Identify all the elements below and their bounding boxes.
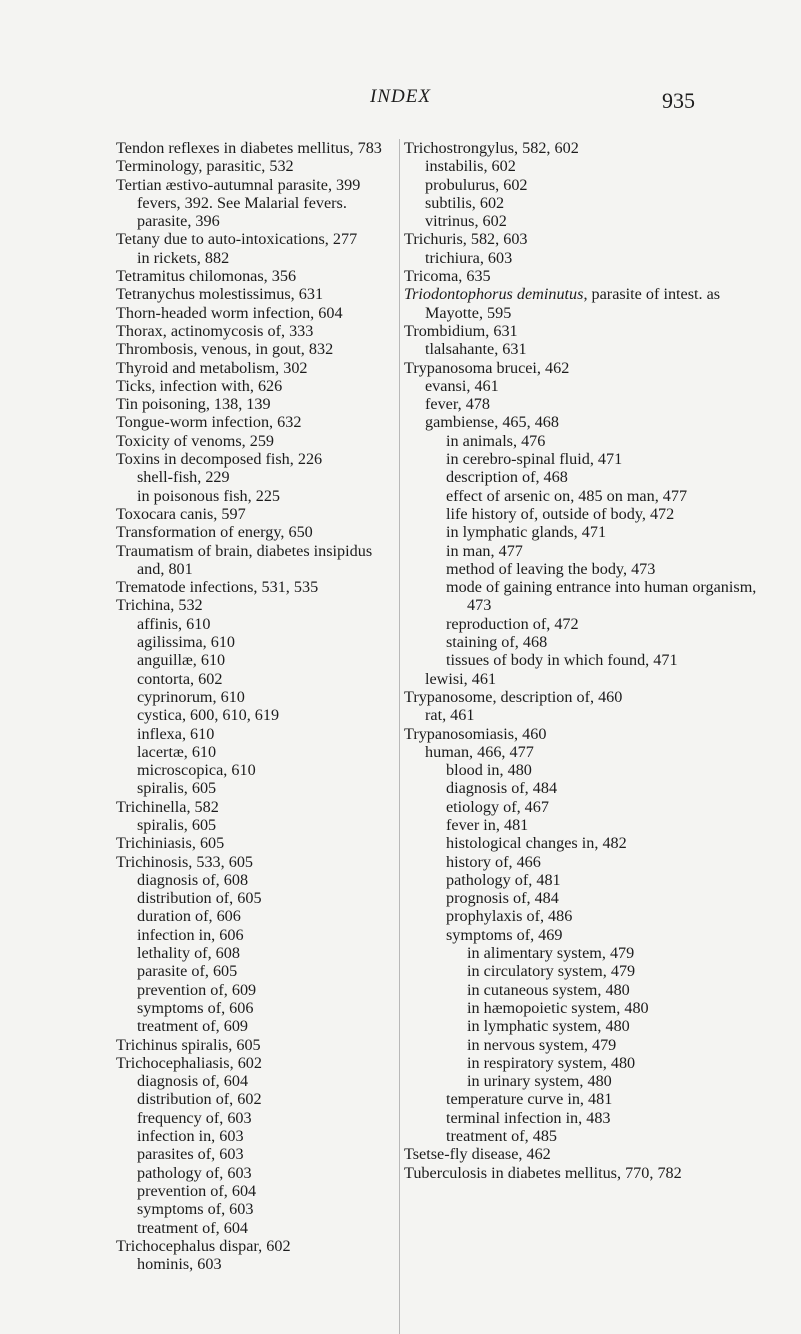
index-entry: gambiense, 465, 468 [425,413,559,432]
index-entry: Trichina, 532 [116,596,203,615]
index-entry: Tin poisoning, 138, 139 [116,395,271,414]
index-entry: Tongue-worm infection, 632 [116,413,302,432]
index-entry: diagnosis of, 604 [137,1072,249,1091]
index-entry: Transformation of energy, 650 [116,523,313,542]
index-entry: inflexa, 610 [137,724,215,743]
index-entry: Tricoma, 635 [404,267,491,286]
index-entry: Tertian æstivo-autumnal parasite, 399 [116,175,361,194]
index-entry: method of leaving the body, 473 [446,559,656,578]
index-entry: Thorax, actinomycosis of, 333 [116,321,314,340]
index-entry: Toxins in decomposed fish, 226 [116,450,323,469]
index-entry: temperature curve in, 481 [446,1090,613,1109]
index-entry: symptoms of, 606 [137,998,254,1017]
index-entry: Tetramitus chilomonas, 356 [116,267,297,286]
index-entry: instabilis, 602 [425,157,516,176]
index-entry: etiology of, 467 [446,797,549,816]
index-entry: Toxocara canis, 597 [116,504,246,523]
index-entry: infection in, 603 [137,1127,244,1146]
index-entry: tlalsahante, 631 [425,340,527,359]
index-entry: pathology of, 603 [137,1163,252,1182]
index-entry: Trematode infections, 531, 535 [116,578,319,597]
index-entry: Trichocephaliasis, 602 [116,1053,262,1072]
index-entry: reproduction of, 472 [446,614,579,633]
index-entry: treatment of, 609 [137,1017,249,1036]
index-entry: Trichinus spiralis, 605 [116,1035,261,1054]
index-entry: evansi, 461 [425,376,499,395]
index-entry: distribution of, 602 [137,1090,262,1109]
index-entry: hominis, 603 [137,1255,222,1274]
index-entry-italic-term: Triodontophorus deminutus [404,285,584,304]
column-divider [399,139,400,1334]
index-entry: prognosis of, 484 [446,889,559,908]
index-entry: staining of, 468 [446,633,548,652]
index-entry: in urinary system, 480 [467,1072,612,1091]
index-column-left [116,139,401,1273]
index-entry: in rickets, 882 [137,248,230,267]
index-entry: trichiura, 603 [425,248,513,267]
index-entry: in alimentary system, 479 [467,944,635,963]
index-entry: Thorn-headed worm infection, 604 [116,303,343,322]
index-entry: affinis, 610 [137,614,211,633]
index-entry: treatment of, 485 [446,1127,558,1146]
index-entry: lethality of, 608 [137,944,240,963]
index-entry: contorta, 602 [137,669,223,688]
index-entry: spiralis, 605 [137,779,217,798]
index-entry: spiralis, 605 [137,815,217,834]
index-entry: symptoms of, 603 [137,1200,254,1219]
index-entry: Tetany due to auto-intoxications, 277 [116,230,358,249]
index-entry: lacertæ, 610 [137,742,217,761]
index-entry: fever, 478 [425,395,490,414]
index-entry: histological changes in, 482 [446,834,627,853]
index-entry: Ticks, infection with, 626 [116,376,283,395]
page-number: 935 [662,88,695,113]
index-entry: Trypanosoma brucei, 462 [404,358,570,377]
index-entry: cyprinorum, 610 [137,687,245,706]
index-entry: vitrinus, 602 [425,212,507,231]
index-entry: frequency of, 603 [137,1108,252,1127]
index-entry: Trypanosomiasis, 460 [404,724,547,743]
index-entry-rest: , parasite of intest. as Mayotte, 595 [425,285,721,322]
index-entry: in poisonous fish, 225 [137,486,281,505]
index-entry: in respiratory system, 480 [467,1053,636,1072]
index-entry: treatment of, 604 [137,1218,249,1237]
index-entry: Trichiniasis, 605 [116,834,225,853]
index-entry: shell-fish, 229 [137,468,230,487]
index-entry: Trichostrongylus, 582, 602 [404,139,579,157]
index-entry: diagnosis of, 608 [137,870,249,889]
index-entry: fevers, 392. See Malarial fevers. [137,193,347,212]
index-column-right [404,139,774,1182]
running-head: INDEX [370,86,431,107]
index-entry: Thyroid and metabolism, 302 [116,358,308,377]
index-entry: Tsetse-fly disease, 462 [404,1145,551,1164]
index-entry: Trombidium, 631 [404,321,518,340]
index-entry: in animals, 476 [446,431,546,450]
index-entry: lewisi, 461 [425,669,497,688]
index-entry: Toxicity of venoms, 259 [116,431,275,450]
index-entry: in circulatory system, 479 [467,962,636,981]
index-entry: diagnosis of, 484 [446,779,558,798]
index-entry: in cutaneous system, 480 [467,980,630,999]
index-entry: parasite, 396 [137,212,220,231]
index-entry: in nervous system, 479 [467,1035,617,1054]
index-entry: in lymphatic glands, 471 [446,523,607,542]
index-entry: agilissima, 610 [137,633,236,652]
index-entry: Trypanosome, description of, 460 [404,687,623,706]
index-entry: distribution of, 605 [137,889,262,908]
index-entry: blood in, 480 [446,761,532,780]
index-entry: mode of gaining entrance into human organism, 473 [446,578,757,615]
index-entry: history of, 466 [446,852,541,871]
index-entry: prevention of, 609 [137,980,257,999]
index-entry: fever in, 481 [446,815,529,834]
index-entry: symptoms of, 469 [446,925,563,944]
index-entry: Tetranychus molestissimus, 631 [116,285,324,304]
index-entry: anguillæ, 610 [137,651,226,670]
index-entry: pathology of, 481 [446,870,561,889]
index-entry: in cerebro-spinal fluid, 471 [446,450,623,469]
index-entry: parasite of, 605 [137,962,238,981]
index-entry: microscopica, 610 [137,761,256,780]
index-entry: prophylaxis of, 486 [446,907,573,926]
index-entry: in hæmopoietic system, 480 [467,998,649,1017]
index-entry: rat, 461 [425,706,475,725]
index-entry: infection in, 606 [137,925,244,944]
index-entry: Tuberculosis in diabetes mellitus, 770, 782 [404,1163,682,1182]
index-entry: life history of, outside of body, 472 [446,504,675,523]
index-entry: Thrombosis, venous, in gout, 832 [116,340,334,359]
index-entry: Trichocephalus dispar, 602 [116,1236,291,1255]
index-entry: cystica, 600, 610, 619 [137,706,280,725]
index-entry: description of, 468 [446,468,568,487]
index-entry: effect of arsenic on, 485 on man, 477 [446,486,688,505]
index-entry: Trichinosis, 533, 605 [116,852,254,871]
index-entry: prevention of, 604 [137,1181,257,1200]
index-entry: in man, 477 [446,541,523,560]
index-entry: Traumatism of brain, diabetes insipidus and, 801 [116,541,373,578]
index-entry: human, 466, 477 [425,742,534,761]
index-entry: terminal infection in, 483 [446,1108,611,1127]
index-entry: subtilis, 602 [425,193,505,212]
index-entry: Tendon reflexes in diabetes mellitus, 783 [116,139,382,157]
index-entry: Trichinella, 582 [116,797,219,816]
index-entry: in lymphatic system, 480 [467,1017,630,1036]
index-entry: duration of, 606 [137,907,241,926]
index-entry: Trichuris, 582, 603 [404,230,528,249]
index-entry: Terminology, parasitic, 532 [116,157,294,176]
index-entry: parasites of, 603 [137,1145,244,1164]
index-entry: probulurus, 602 [425,175,528,194]
index-entry: tissues of body in which found, 471 [446,651,678,670]
index-entry [404,285,774,322]
